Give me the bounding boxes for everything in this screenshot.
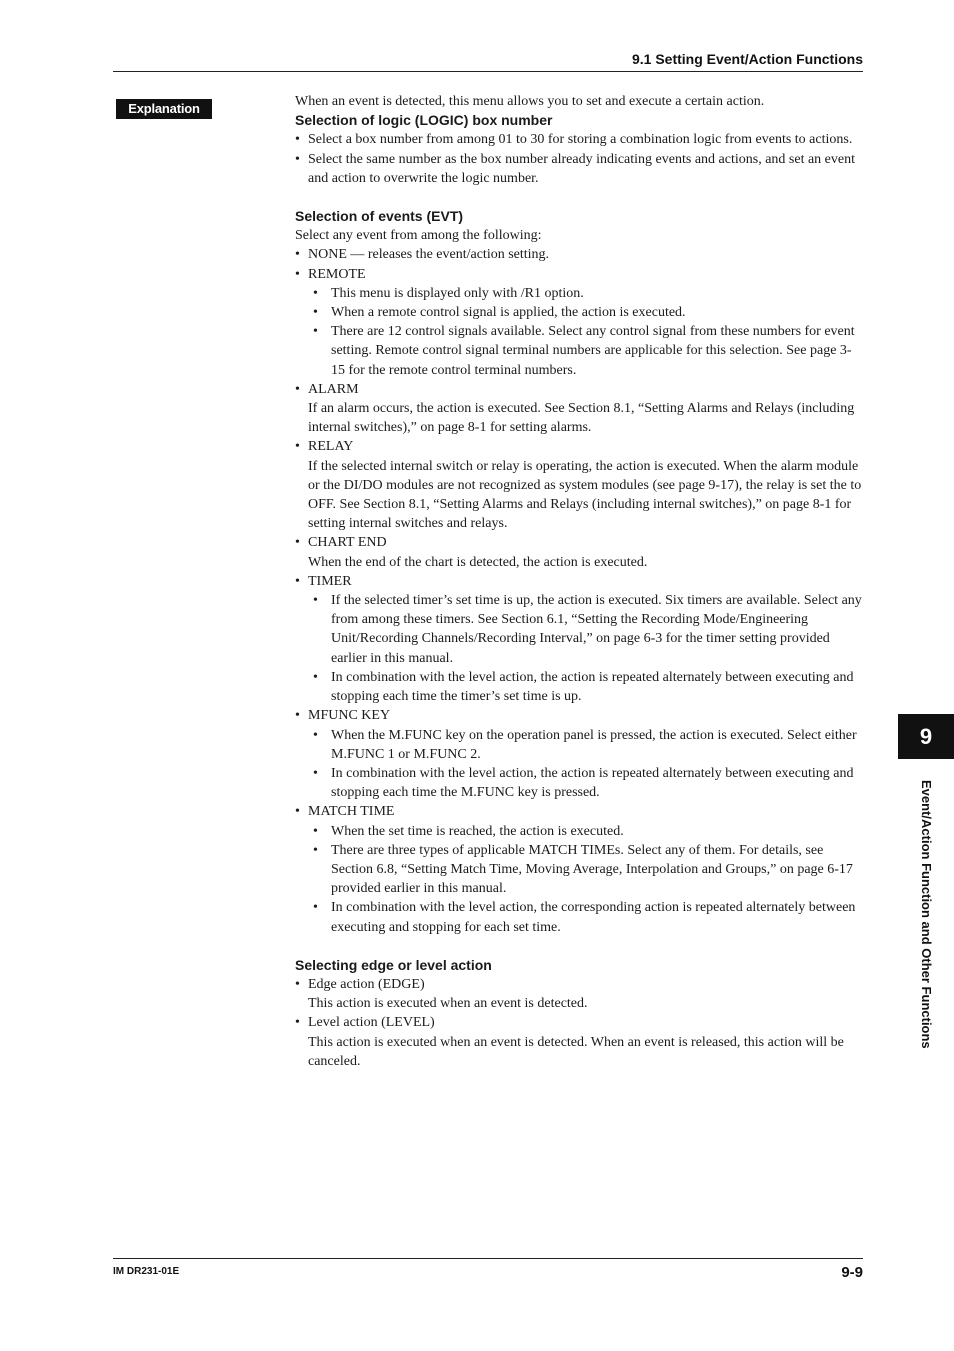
level-action-label: Level action (LEVEL) (308, 1015, 435, 1031)
event-timer (295, 572, 863, 706)
document-id: IM DR231-01E (113, 1266, 180, 1277)
match-sublist (313, 822, 863, 937)
edge-level-heading: Selecting edge or level action (295, 956, 492, 973)
page-header-title: 9.1 Setting Event/Action Functions (631, 51, 863, 67)
event-label: MFUNC KEY (308, 708, 391, 724)
timer-sublist (313, 591, 863, 706)
list-item: • When the set time is reached, the action is executed. (313, 822, 863, 841)
events-list (295, 245, 863, 936)
logic-heading: Selection of logic (LOGIC) box number (295, 112, 553, 129)
list-item: • In combination with the level action, the corresponding action is repeated alternately between executing and stopping for each set time. (313, 898, 863, 936)
list-item: • There are 12 control signals available. Select any control signal from these numbers for event setting. Remote control signal terminal numbers are applicable for this selection. See page 3-15 for the remote control terminal numbers. (313, 322, 863, 380)
list-item: • If the selected timer’s set time is up, the action is executed. Six timers are available. Select any from among these timers. See Section 6.1, “Setting the Recording Mode/Engineering Unit/Recording Channels/Recording Interval,” on page 6-3 for the timer setting provided earlier in this manual. (313, 591, 863, 668)
chapter-side-label: Event/Action Function and Other Functions (919, 780, 934, 1049)
event-label: REMOTE (308, 266, 366, 282)
event-label: ALARM (308, 381, 359, 397)
footer-divider (113, 1258, 863, 1259)
header-divider (113, 71, 863, 72)
edge-action-item (295, 975, 863, 1013)
event-label: TIMER (308, 573, 352, 589)
logic-list (295, 130, 863, 188)
event-mfunc-key (295, 706, 863, 802)
event-match-time (295, 802, 863, 936)
event-alarm (295, 380, 863, 438)
list-item: • There are three types of applicable MATCH TIMEs. Select any of them. For details, see Section 6.8, “Setting Match Time, Moving Average, Interpolation and Groups,” on page 6-17 provided earlier in this manual. (313, 841, 863, 899)
edge-action-description: This action is executed when an event is detected. (308, 996, 588, 1012)
event-relay (295, 437, 863, 533)
edge-level-list (295, 975, 863, 1071)
intro-text: When an event is detected, this menu allows you to set and execute a certain action. (295, 94, 765, 109)
list-item: • This menu is displayed only with /R1 option. (313, 284, 863, 303)
event-description: If the selected internal switch or relay is operating, the action is executed. When the alarm module or the DI/DO modules are not recognized as system modules (see page 9-17), the relay is set the to OFF. See Section 8.1, “Setting Alarms and Relays (including internal switches),” on page 8-1 for setting internal switches and relays. (308, 458, 862, 532)
list-item: • When a remote control signal is applied, the action is executed. (313, 303, 863, 322)
level-action-description: This action is executed when an event is detected. When an event is released, this action will be canceled. (308, 1034, 844, 1069)
events-heading: Selection of events (EVT) (295, 208, 464, 225)
level-action-item (295, 1013, 863, 1071)
chapter-number-tab: 9 (898, 714, 954, 759)
event-none: • NONE — releases the event/action setting. (295, 245, 863, 264)
list-item: • Select the same number as the box number already indicating events and actions, and set an event and action to overwrite the logic number. (295, 150, 863, 188)
event-label: RELAY (308, 439, 354, 455)
event-description: When the end of the chart is detected, the action is executed. (308, 554, 648, 570)
edge-action-label: Edge action (EDGE) (308, 976, 425, 992)
list-item: • In combination with the level action, the action is repeated alternately between executing and stopping each time the M.FUNC key is pressed. (313, 764, 863, 802)
list-item: • When the M.FUNC key on the operation panel is pressed, the action is executed. Select either M.FUNC 1 or M.FUNC 2. (313, 726, 863, 764)
remote-sublist (313, 284, 863, 380)
event-description: If an alarm occurs, the action is executed. See Section 8.1, “Setting Alarms and Relays (including internal switches),” on page 8-1 for setting alarms. (308, 401, 855, 436)
explanation-tag: Explanation (116, 99, 212, 119)
page-number: 9-9 (841, 1264, 863, 1281)
mfunc-sublist (313, 726, 863, 803)
events-lead: Select any event from among the following: (295, 228, 542, 244)
event-label: MATCH TIME (308, 804, 395, 820)
event-remote (295, 265, 863, 380)
list-item: • In combination with the level action, the action is repeated alternately between executing and stopping each time the timer’s set time is up. (313, 668, 863, 706)
event-label: CHART END (308, 535, 387, 551)
main-content (295, 92, 863, 1071)
list-item: • Select a box number from among 01 to 30 for storing a combination logic from events to actions. (295, 130, 863, 149)
event-chart-end (295, 533, 863, 571)
